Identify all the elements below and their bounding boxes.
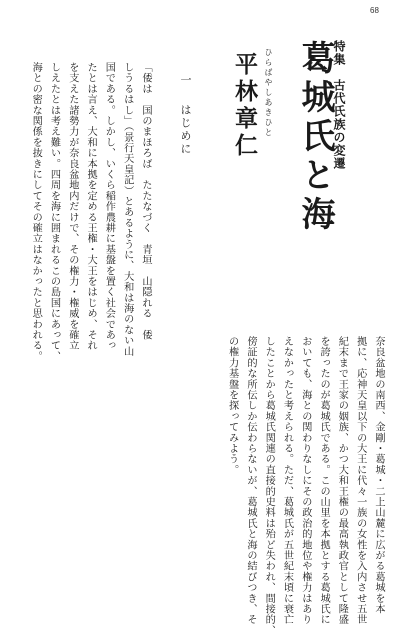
author-reading: ひらばやしあきひと [264, 48, 273, 138]
upper-paragraph [26, 62, 154, 362]
text-line: を支えた諸勢力が奈良盆地内だけで、その権力・権威を確立 [66, 62, 78, 351]
feature-kicker: 特集 古代氏族の変遷 [332, 40, 346, 170]
text-line: 国である。しかし、いくら稲作農耕に基盤を置く社会であっ [103, 62, 115, 351]
page-number: 68 [370, 6, 379, 15]
text-line: の権力基盤を探ってみよう。 [226, 336, 238, 476]
lower-paragraph [222, 336, 387, 636]
section-heading: はじめに [179, 104, 192, 156]
text-line: 拠に、応神天皇以下の大王に代々一族の女性を入内させ五世 [354, 336, 366, 625]
text-line: おいても、海との関わりなしにその政治的地位や権力はあり [299, 336, 311, 625]
text-line: したことから葛城氏関連の直接的史料は殆ど失われ、間接的、 [263, 336, 275, 636]
text-line: しえたとは考え難い。四周を海に囲まれるこの島国にあって、 [48, 62, 60, 362]
text-line: たとは言え、大和に本拠を定める王権・大王をはじめ、それ [85, 62, 97, 351]
text-line: えなかったと考えられる。ただ、葛城氏が五世紀末頃に衰亡 [281, 336, 293, 625]
text-line: 紀末まで王家の姻族、かつ大和王権の最高執政官として隆盛 [336, 336, 348, 625]
text-line: 奈良盆地の南西、金剛・葛城・二上山麓に広がる葛城を本 [373, 336, 384, 615]
article-title: 葛城氏と海 [295, 40, 335, 235]
section-number: 一 [179, 74, 192, 85]
text-line: しうるはし」（景行天皇記）とあるように、大和は海のない山 [121, 62, 133, 357]
text-line: 海との密な関係を抜きにしてその確立はなかったと思われる。 [30, 62, 42, 362]
text-line: を誇ったのが葛城氏である。この山里を本拠とする葛城氏に [318, 336, 330, 625]
text-line: 傍証的な所伝しか伝わらないが、葛城氏と海の結びつき、そ [244, 336, 256, 625]
text-line: 「倭は 国のまほろば たたなづく 青垣 山隠れる 倭 [140, 62, 151, 341]
author-name: 平林章仁 [231, 52, 258, 160]
